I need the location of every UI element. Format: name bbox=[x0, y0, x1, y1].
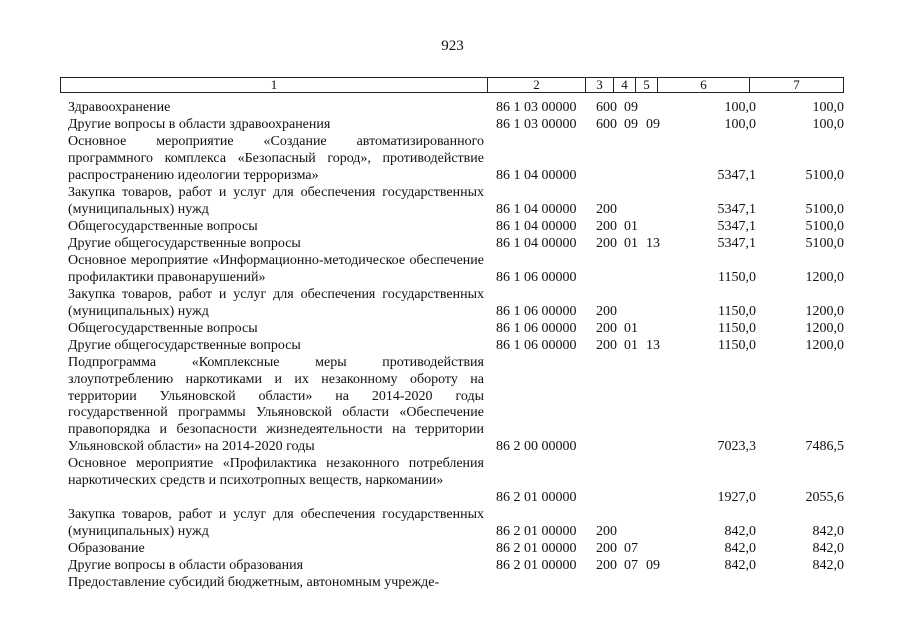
row-description: Закупка товаров, работ и услуг для обеспечения государственных (муниципальных) нужд bbox=[68, 507, 484, 539]
header-col-2: 2 bbox=[487, 78, 585, 92]
row-description: Другие общегосударственные вопросы bbox=[68, 338, 301, 353]
row-description: Общегосударственные вопросы bbox=[68, 219, 258, 234]
row-amount-col6: 100,0 bbox=[724, 117, 756, 132]
header-col-1: 1 bbox=[270, 77, 278, 92]
row-amount-col6: 5347,1 bbox=[717, 201, 756, 217]
row-subsection: 13 bbox=[646, 236, 660, 251]
row-expense-type: 600 bbox=[596, 117, 617, 132]
header-col-5: 5 bbox=[635, 78, 657, 92]
row-target-code: 86 2 01 00000 bbox=[496, 523, 577, 539]
row-target-code: 86 1 04 00000 bbox=[496, 201, 577, 217]
row-target-code: 86 1 04 00000 bbox=[496, 219, 577, 234]
row-amount-col7: 100,0 bbox=[812, 117, 844, 132]
row-section: 09 bbox=[624, 117, 638, 132]
row-target-code: 86 1 04 00000 bbox=[496, 236, 577, 251]
row-description: Другие вопросы в области здравоохранения bbox=[68, 117, 331, 132]
row-description: Другие общегосударственные вопросы bbox=[68, 236, 301, 251]
row-amount-col7: 5100,0 bbox=[805, 219, 844, 234]
row-description: Подпрограмма «Комплексные меры противодействия злоупотреблению наркотиками и их незаконному обороту на территории Ульяновской области» на 2014-2020 годы государственной программы Ульяновской области «Обеспечение правопорядка и безопасности жизнедеятельности на территории Ульяновской области» на 2014-2020 годы bbox=[68, 355, 484, 454]
row-amount-col6: 1150,0 bbox=[718, 303, 756, 319]
row-expense-type: 600 bbox=[596, 100, 617, 115]
row-section: 07 bbox=[624, 541, 638, 556]
row-amount-col6: 842,0 bbox=[724, 558, 756, 573]
row-target-code: 86 1 06 00000 bbox=[496, 303, 577, 319]
row-description: Закупка товаров, работ и услуг для обеспечения государственных (муниципальных) нужд bbox=[68, 287, 484, 319]
row-description: Основное мероприятие «Создание автоматизированного программного комплекса «Безопасный город», противодействие распространению идеологии терроризма» bbox=[68, 134, 484, 183]
row-amount-col6: 842,0 bbox=[724, 523, 756, 539]
header-col-6: 6 bbox=[657, 78, 749, 92]
row-amount-col7: 5100,0 bbox=[805, 236, 844, 251]
row-amount-col7: 7486,5 bbox=[805, 439, 844, 454]
row-amount-col7: 1200,0 bbox=[805, 338, 844, 353]
row-target-code: 86 1 03 00000 bbox=[496, 100, 577, 115]
row-amount-col6: 1150,0 bbox=[718, 269, 756, 285]
row-amount-col7: 2055,6 bbox=[805, 489, 844, 505]
row-expense-type: 200 bbox=[596, 541, 617, 556]
row-description: Основное мероприятие «Информационно-методическое обеспечение профилактики правонарушений» bbox=[68, 253, 484, 285]
row-target-code: 86 1 06 00000 bbox=[496, 338, 577, 353]
row-amount-col6: 100,0 bbox=[724, 100, 756, 115]
header-col-7: 7 bbox=[749, 78, 843, 92]
row-expense-type: 200 bbox=[596, 338, 617, 353]
table-header bbox=[60, 77, 844, 93]
row-amount-col6: 1927,0 bbox=[717, 489, 756, 505]
row-section: 01 bbox=[624, 219, 638, 234]
row-subsection: 09 bbox=[646, 117, 660, 132]
row-target-code: 86 2 00 00000 bbox=[496, 439, 577, 454]
row-section: 07 bbox=[624, 558, 638, 573]
row-amount-col6: 7023,3 bbox=[717, 439, 756, 454]
row-amount-col6: 842,0 bbox=[724, 541, 756, 556]
row-subsection: 13 bbox=[646, 338, 660, 353]
row-amount-col6: 1150,0 bbox=[718, 338, 756, 353]
row-expense-type: 200 bbox=[596, 201, 617, 217]
row-section: 01 bbox=[624, 321, 638, 336]
row-description: Здравоохранение bbox=[68, 100, 171, 115]
row-expense-type: 200 bbox=[596, 523, 617, 539]
row-amount-col7: 842,0 bbox=[812, 541, 844, 556]
row-description: Общегосударственные вопросы bbox=[68, 321, 258, 336]
row-target-code: 86 1 03 00000 bbox=[496, 117, 577, 132]
row-amount-col7: 5100,0 bbox=[805, 167, 844, 183]
row-expense-type: 200 bbox=[596, 558, 617, 573]
row-description: Основное мероприятие «Профилактика незаконного потребления наркотических средств и психотропных веществ, наркомании» bbox=[68, 456, 484, 488]
row-amount-col7: 1200,0 bbox=[805, 321, 844, 336]
row-target-code: 86 2 01 00000 bbox=[496, 489, 577, 505]
row-subsection: 09 bbox=[646, 558, 660, 573]
row-description: Предоставление субсидий бюджетным, автономным учрежде- bbox=[68, 575, 440, 590]
row-amount-col7: 100,0 bbox=[812, 100, 844, 115]
row-amount-col7: 1200,0 bbox=[805, 303, 844, 319]
row-expense-type: 200 bbox=[596, 236, 617, 251]
row-section: 01 bbox=[624, 338, 638, 353]
row-target-code: 86 1 06 00000 bbox=[496, 321, 577, 336]
row-target-code: 86 1 04 00000 bbox=[496, 167, 577, 183]
row-expense-type: 200 bbox=[596, 303, 617, 319]
row-description: Другие вопросы в области образования bbox=[68, 558, 304, 573]
row-amount-col6: 5347,1 bbox=[717, 219, 756, 234]
row-amount-col6: 1150,0 bbox=[718, 321, 756, 336]
row-amount-col7: 5100,0 bbox=[805, 201, 844, 217]
row-section: 09 bbox=[624, 100, 638, 115]
header-col-4: 4 bbox=[613, 78, 635, 92]
row-target-code: 86 2 01 00000 bbox=[496, 541, 577, 556]
row-expense-type: 200 bbox=[596, 321, 617, 336]
row-amount-col6: 5347,1 bbox=[717, 236, 756, 251]
row-amount-col7: 842,0 bbox=[812, 558, 844, 573]
row-target-code: 86 1 06 00000 bbox=[496, 269, 577, 285]
row-amount-col7: 1200,0 bbox=[805, 269, 844, 285]
row-description: Закупка товаров, работ и услуг для обеспечения государственных (муниципальных) нужд bbox=[68, 185, 484, 217]
row-description: Образование bbox=[68, 541, 145, 556]
row-expense-type: 200 bbox=[596, 219, 617, 234]
row-target-code: 86 2 01 00000 bbox=[496, 558, 577, 573]
row-amount-col6: 5347,1 bbox=[717, 167, 756, 183]
row-section: 01 bbox=[624, 236, 638, 251]
page-number: 923 bbox=[441, 38, 464, 54]
row-amount-col7: 842,0 bbox=[812, 523, 844, 539]
header-col-3: 3 bbox=[585, 78, 613, 92]
